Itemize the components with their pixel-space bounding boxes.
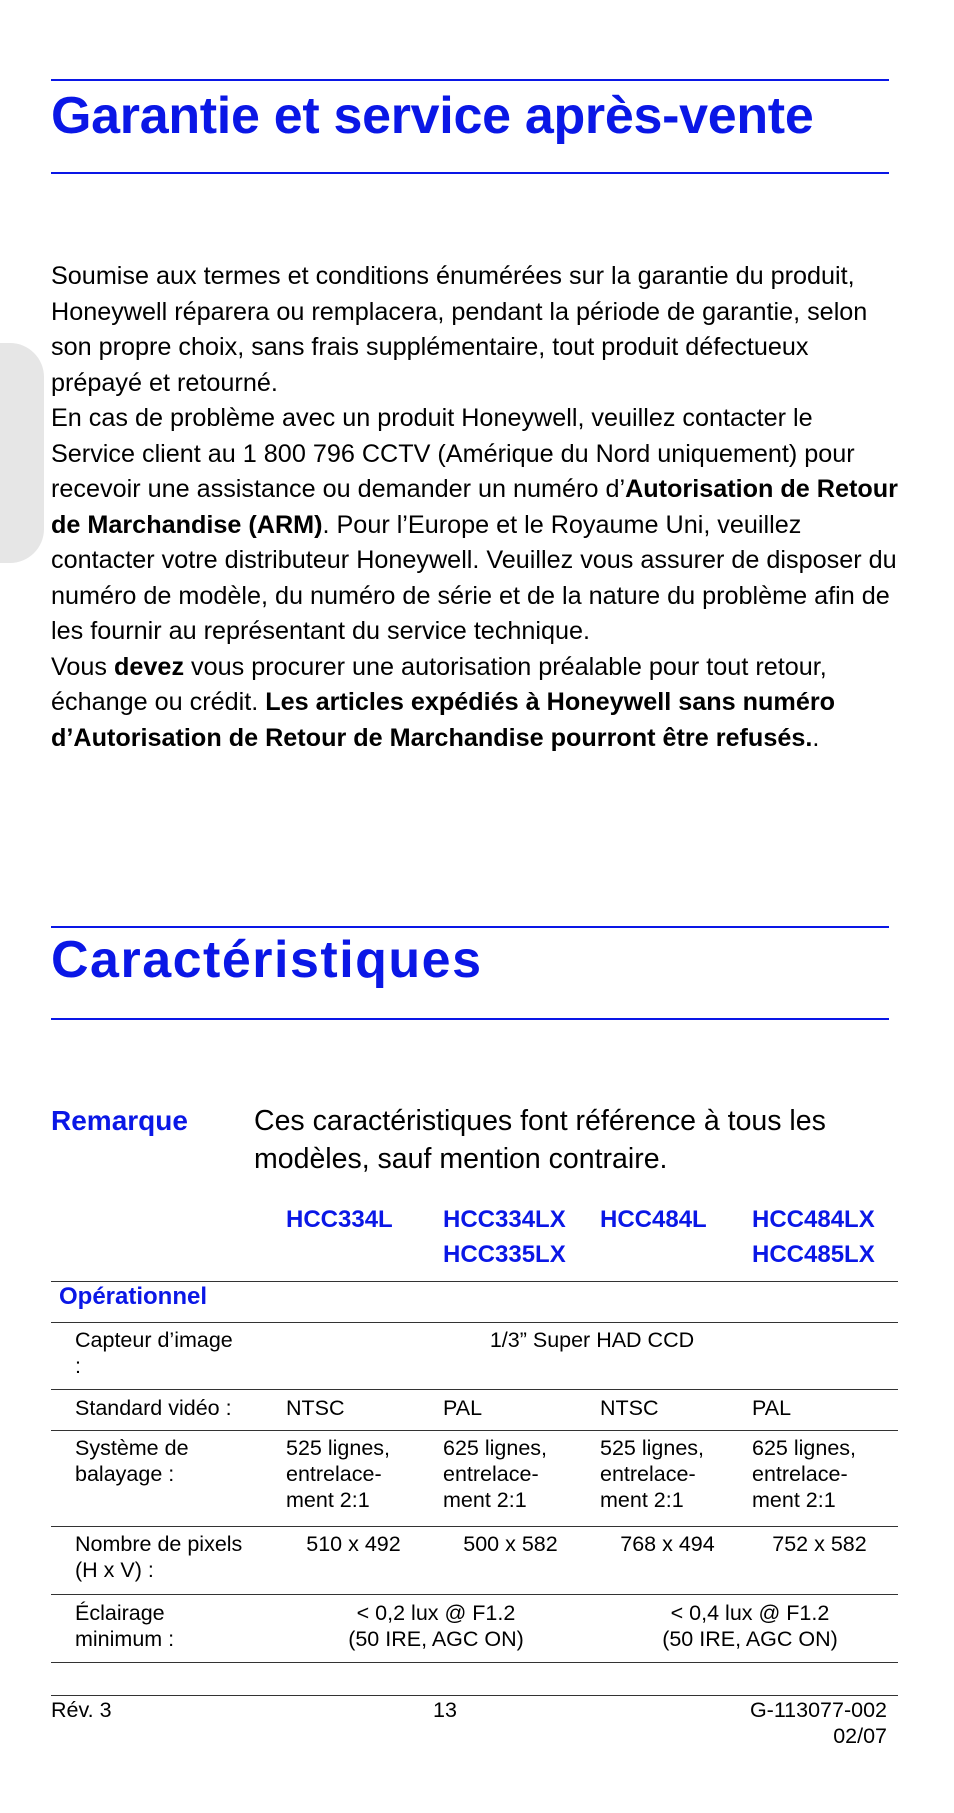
model-header-4: HCC484LX HCC485LX xyxy=(752,1206,875,1268)
illumination-value-ntsc-pal-high: < 0,4 lux @ F1.2 (50 IRE, AGC ON) xyxy=(662,1601,838,1651)
sensor-value: 1/3” Super HAD CCD xyxy=(489,1328,695,1352)
note-label: Remarque xyxy=(51,1105,188,1136)
standard-value: NTSC xyxy=(286,1396,345,1420)
scan-value: 525 lignes, entrelace- ment 2:1 xyxy=(286,1436,390,1512)
illumination-value-ntsc-pal-low: < 0,2 lux @ F1.2 (50 IRE, AGC ON) xyxy=(348,1601,524,1651)
refusal-warning: Les articles expédiés à Honeywell sans numéro d’Autorisation de Retour de Marchandise pourront être refusés. xyxy=(51,688,836,752)
page-tab-marker xyxy=(0,343,44,563)
scan-value: 525 lignes, entrelace- ment 2:1 xyxy=(600,1436,704,1512)
footer-rule xyxy=(51,1695,898,1696)
table-rule xyxy=(51,1281,898,1282)
footer-page-number: 13 xyxy=(433,1698,457,1722)
specs-rule-top xyxy=(51,926,889,928)
row-label-illumination: Éclairage minimum : xyxy=(75,1601,175,1651)
footer-revision: Rév. 3 xyxy=(51,1698,112,1722)
heading-rule-bottom xyxy=(51,172,889,174)
scan-value: 625 lignes, entrelace- ment 2:1 xyxy=(752,1436,856,1512)
table-rule xyxy=(51,1389,898,1390)
table-rule xyxy=(51,1662,898,1663)
table-section-label: Opérationnel xyxy=(59,1283,208,1310)
row-label-pixels: Nombre de pixels (H x V) : xyxy=(75,1532,243,1582)
heading-rule-top xyxy=(51,79,889,81)
warranty-body xyxy=(51,259,901,756)
table-rule xyxy=(51,1322,898,1323)
arm-term: Autorisation de Retour de Marchandise (ARM) xyxy=(51,475,898,539)
specs-heading: Caractéristiques xyxy=(51,931,483,989)
warranty-paragraph-3: Vous devez vous procurer une autorisation préalable pour tout retour, échange ou crédit. Les articles expédiés à Honeywell sans numéro d’Autorisation de Retour de Marchandise pourront être refusés.. xyxy=(51,652,836,752)
row-label-standard: Standard vidéo : xyxy=(75,1396,232,1420)
footer-doc-info: G-113077-002 02/07 xyxy=(749,1698,887,1748)
row-label-sensor: Capteur d’image : xyxy=(75,1328,233,1378)
scan-value: 625 lignes, entrelace- ment 2:1 xyxy=(443,1436,547,1512)
specs-rule-bottom xyxy=(51,1018,889,1020)
table-rule xyxy=(51,1526,898,1527)
standard-value: PAL xyxy=(752,1396,792,1420)
table-rule xyxy=(51,1594,898,1595)
warranty-heading: Garantie et service après-vente xyxy=(51,87,814,145)
standard-value: NTSC xyxy=(600,1396,659,1420)
standard-value: PAL xyxy=(443,1396,483,1420)
model-header-3: HCC484L xyxy=(600,1206,707,1233)
warranty-paragraph-1: Soumise aux termes et conditions énumérées sur la garantie du produit, Honeywell réparera ou remplacera, pendant la période de garantie, selon son propre choix, sans frais supplémentaire, tout produit défectueux prépayé et retourné. xyxy=(51,262,868,397)
warranty-paragraph-2: En cas de problème avec un produit Honeywell, veuillez contacter le Service client au 1 800 796 CCTV (Amérique du Nord uniquement) pour recevoir une assistance ou demander un numéro d’Autorisation de Retour de Marchandise (ARM). Pour l’Europe et le Royaume Uni, veuillez contacter votre distributeur Honeywell. Veuillez vous assurer de disposer du numéro de modèle, du numéro de série et de la nature du problème afin de les fournir au représentant du service technique. xyxy=(51,404,898,645)
note-text: Ces caractéristiques font référence à tous les modèles, sauf mention contraire. xyxy=(254,1105,826,1175)
pixels-value: 768 x 494 xyxy=(620,1532,715,1556)
row-label-scan: Système de balayage : xyxy=(75,1436,189,1486)
pixels-value: 752 x 582 xyxy=(772,1532,867,1556)
model-header-2: HCC334LX HCC335LX xyxy=(443,1206,566,1268)
pixels-value: 510 x 492 xyxy=(306,1532,401,1556)
table-rule xyxy=(51,1430,898,1431)
model-header-1: HCC334L xyxy=(286,1206,393,1233)
pixels-value: 500 x 582 xyxy=(463,1532,558,1556)
